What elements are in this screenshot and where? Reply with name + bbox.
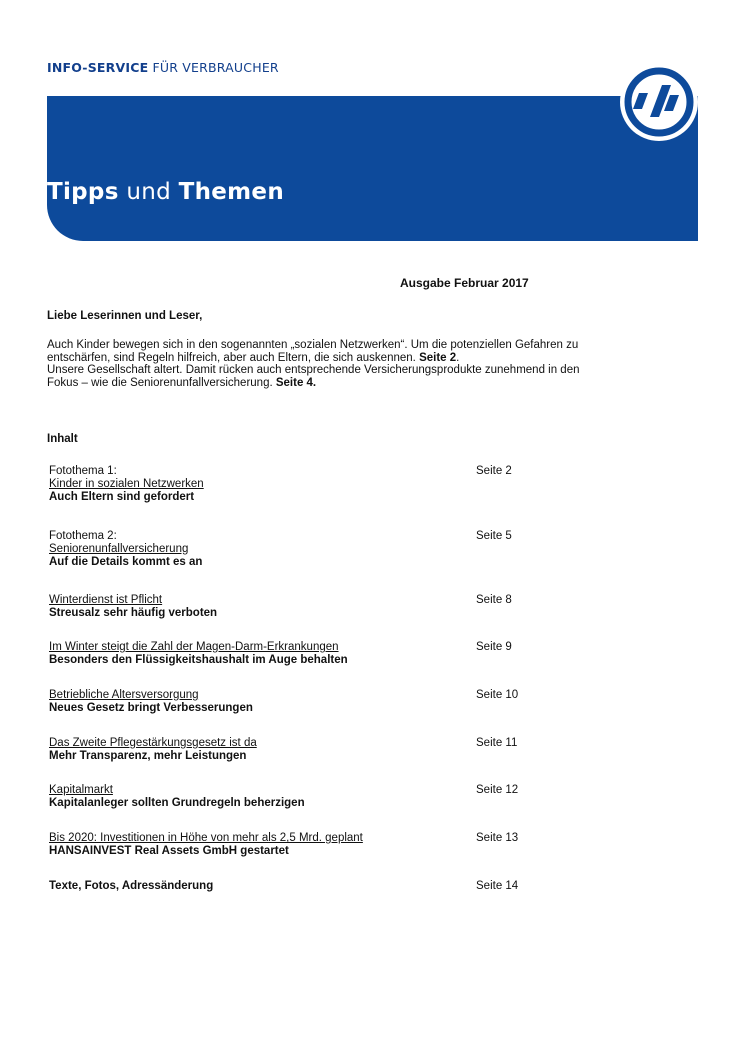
toc-item-label: Fotothema 1: bbox=[49, 465, 117, 477]
toc-item-page: Seite 8 bbox=[476, 594, 512, 606]
toc-item-link[interactable]: Im Winter steigt die Zahl der Magen-Darm-Erkrankungen bbox=[49, 641, 339, 653]
toc-item-page: Seite 14 bbox=[476, 880, 519, 892]
toc-item bbox=[49, 641, 589, 667]
toc-item-link[interactable]: Winterdienst ist Pflicht bbox=[49, 594, 163, 606]
intro-paragraph-2 bbox=[47, 364, 607, 389]
intro-p1-text: Auch Kinder bewegen sich in den sogenannten „sozialen Netzwerken“. Um die potenziellen Gefahren zu entschärfen, sind Regeln hilfreich, aber auch Eltern, die sich auskennen. bbox=[47, 339, 579, 364]
toc-item bbox=[49, 594, 589, 620]
toc-item-subtitle: Kapitalanleger sollten Grundregeln beherzigen bbox=[49, 797, 305, 809]
intro-text bbox=[47, 339, 607, 389]
toc-item-link[interactable]: Betriebliche Altersversorgung bbox=[49, 689, 199, 701]
toc-item-link[interactable]: Das Zweite Pflegestärkungsgesetz ist da bbox=[49, 737, 257, 749]
greeting: Liebe Leserinnen und Leser, bbox=[47, 310, 203, 322]
company-logo-icon bbox=[620, 63, 698, 141]
toc-item-link[interactable]: Kinder in sozialen Netzwerken bbox=[49, 478, 204, 490]
toc-item-subtitle: Texte, Fotos, Adressänderung bbox=[49, 880, 214, 892]
toc-item-link[interactable]: Bis 2020: Investitionen in Höhe von mehr als 2,5 Mrd. geplant bbox=[49, 832, 363, 844]
intro-p2-text: Unsere Gesellschaft altert. Damit rücken auch entsprechende Versicherungsprodukte zunehmend in den Fokus – wie die Seniorenunfallversicherung. bbox=[47, 364, 580, 389]
toc-item bbox=[49, 880, 589, 893]
toc-item-link[interactable]: Kapitalmarkt bbox=[49, 784, 113, 796]
toc-item-subtitle: Auf die Details kommt es an bbox=[49, 556, 203, 568]
title-word-3: Themen bbox=[178, 179, 285, 205]
toc-item bbox=[49, 832, 589, 858]
intro-p2-page-ref: Seite 4. bbox=[275, 376, 317, 389]
toc-item-page: Seite 5 bbox=[476, 530, 512, 542]
toc-item-subtitle: HANSAINVEST Real Assets GmbH gestartet bbox=[49, 845, 289, 857]
issue-date: Ausgabe Februar 2017 bbox=[400, 276, 529, 290]
toc-heading: Inhalt bbox=[47, 433, 78, 445]
toc-item-subtitle: Neues Gesetz bringt Verbesserungen bbox=[49, 702, 253, 714]
toc-item bbox=[49, 737, 589, 763]
toc-item-page: Seite 9 bbox=[476, 641, 512, 653]
toc-item bbox=[49, 465, 589, 504]
header-banner bbox=[47, 96, 698, 241]
toc-item-link[interactable]: Seniorenunfallversicherung bbox=[49, 543, 189, 555]
intro-paragraph-1 bbox=[47, 339, 607, 364]
title-word-1: Tipps bbox=[47, 179, 119, 205]
toc-item-label: Fotothema 2: bbox=[49, 530, 117, 542]
page-title bbox=[47, 179, 284, 205]
toc-item bbox=[49, 530, 589, 569]
toc-item-page: Seite 2 bbox=[476, 465, 512, 477]
intro-p1-end: . bbox=[456, 351, 460, 364]
brand-bold: INFO-SERVICE bbox=[47, 60, 149, 75]
toc-item-page: Seite 11 bbox=[476, 737, 518, 749]
toc-item bbox=[49, 689, 589, 715]
toc-item-page: Seite 13 bbox=[476, 832, 519, 844]
brand-line bbox=[47, 60, 279, 75]
toc-item-subtitle: Besonders den Flüssigkeitshaushalt im Auge behalten bbox=[49, 654, 348, 666]
toc-item bbox=[49, 784, 589, 810]
title-word-2: und bbox=[126, 179, 171, 205]
intro-p1-page-ref: Seite 2 bbox=[419, 351, 457, 364]
toc-item-subtitle: Auch Eltern sind gefordert bbox=[49, 491, 195, 503]
brand-rest: FÜR VERBRAUCHER bbox=[152, 60, 279, 75]
toc-item-subtitle: Mehr Transparenz, mehr Leistungen bbox=[49, 750, 247, 762]
toc-item-page: Seite 10 bbox=[476, 689, 519, 701]
toc-item-page: Seite 12 bbox=[476, 784, 519, 796]
toc-item-subtitle: Streusalz sehr häufig verboten bbox=[49, 607, 218, 619]
